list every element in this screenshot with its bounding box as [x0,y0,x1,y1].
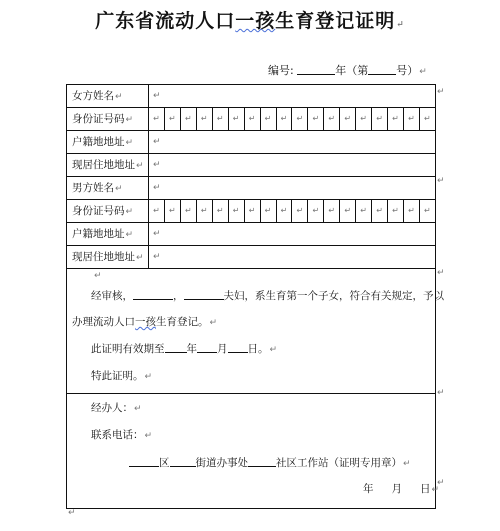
wife-name-blank[interactable] [133,288,173,300]
handler-line: 经办人：↵ [91,402,142,414]
wife-id-number-cells[interactable]: ↵ ↵ ↵ ↵ ↵ ↵ ↵ ↵ ↵ ↵ ↵ ↵ ↵ ↵ ↵ ↵ ↵ ↵ [149,108,435,130]
review-line-1: 经审核， ， 夫妇，系生育第一个子女，符合有关规定，予以 [91,290,444,302]
return-mark: ↵ [94,271,102,281]
table-row [67,200,435,223]
stamp-line: 区 街道办事处 社区工作站（证明专用章）↵ [129,455,411,470]
serial-year-blank[interactable] [297,63,335,75]
row-label: 男方姓名↵ [67,177,149,199]
wife-current-address-field[interactable]: ↵ [153,160,161,170]
row-label: 身份证号码↵ [67,200,149,222]
husband-household-address-field[interactable]: ↵ [153,229,161,239]
validity-day-blank[interactable] [228,341,248,353]
husband-current-address-field[interactable]: ↵ [153,252,161,262]
table-row [67,223,435,246]
registration-form-table [66,84,444,509]
row-label: 身份证号码↵ [67,108,149,130]
row-label: 户籍地地址↵ [67,223,149,245]
table-row [67,177,435,200]
row-label: 现居住地地址↵ [67,246,149,268]
husband-name-field[interactable]: ↵ [153,183,161,193]
return-mark: ↵ [437,478,445,488]
row-label: 户籍地地址↵ [67,131,149,153]
table-row [67,131,435,154]
review-line-2: 办理流动人口一孩生育登记。↵ [72,316,218,328]
validity-line: 此证明有效期至 年 月 日。↵ [91,343,278,355]
husband-id-number-cells[interactable]: ↵ ↵ ↵ ↵ ↵ ↵ ↵ ↵ ↵ ↵ ↵ ↵ ↵ ↵ ↵ ↵ ↵ ↵ [149,200,435,222]
return-mark: ↵ [437,268,445,278]
title-part3: 生育登记证明 [275,10,396,32]
return-mark: ↵ [68,508,76,518]
section-divider [67,393,435,394]
serial-number-blank[interactable] [368,63,396,75]
return-mark: ↵ [396,20,405,30]
special-note: 特此证明。↵ [91,370,153,382]
date-line: 年 月 日↵ [363,483,440,495]
serial-number-suffix: 号） [396,64,419,77]
return-mark: ↵ [419,67,427,77]
station-blank[interactable] [248,455,276,467]
wife-name-field[interactable]: ↵ [153,91,161,101]
wife-household-address-field[interactable]: ↵ [153,137,161,147]
table-row [67,246,435,269]
return-mark: ↵ [437,87,445,97]
serial-number-line [268,62,427,78]
return-mark: ↵ [437,176,445,186]
title-part2: 一孩 [235,10,276,32]
table-row [67,108,435,131]
district-blank[interactable] [129,455,159,467]
serial-year-suffix: 年（第 [335,64,369,77]
row-label: 现居住地地址↵ [67,154,149,176]
title-part1: 广东省流动人口 [95,10,236,32]
phone-line: 联系电话：↵ [91,429,153,441]
serial-label: 编号: [268,64,294,77]
return-mark: ↵ [437,388,445,398]
row-label: 女方姓名↵ [67,85,149,107]
table-row [67,85,435,108]
document-title [0,6,500,33]
validity-year-blank[interactable] [165,341,187,353]
husband-name-blank[interactable] [184,288,224,300]
street-blank[interactable] [170,455,196,467]
table-row [67,154,435,177]
validity-month-blank[interactable] [197,341,217,353]
